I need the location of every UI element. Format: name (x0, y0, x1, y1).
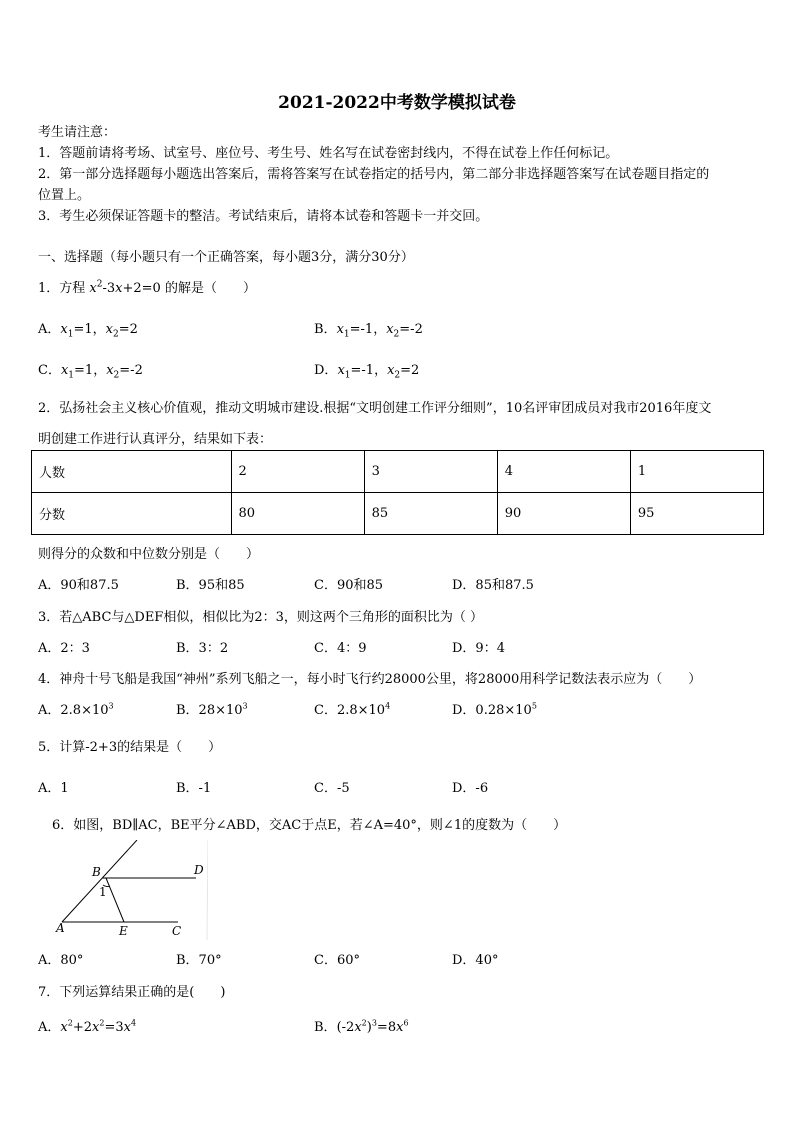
q3-option-a[interactable]: A．2：3 (38, 641, 90, 656)
table-row (32, 451, 764, 493)
section-heading: 一、选择题（每小题只有一个正确答案，每小题3分，满分30分） (38, 250, 414, 265)
q6-option-c[interactable]: C．60° (314, 953, 360, 968)
table-cell: 2 (231, 451, 364, 493)
table-row (32, 493, 764, 535)
q5-option-d[interactable]: D．-6 (452, 781, 489, 796)
table-cell: 人数 (32, 451, 232, 493)
q7-option-a[interactable]: A．$x^2+2x^2=3x^4$ (38, 1018, 137, 1035)
q4-option-c[interactable]: C．$2.8\times 10^4$ (314, 701, 391, 718)
q5-stem: 5．计算-2+3的结果是（ ） (38, 740, 222, 755)
q4-stem: 4．神舟十号飞船是我国“神州”系列飞船之一，每小时飞行约28000公里，将28000用科学记数法表示应为（ ） (38, 672, 702, 687)
q1-stem-suffix: 的解是（ ） (160, 281, 256, 296)
q3-stem: 3．若△ABC与△DEF相似，相似比为2：3，则这两个三角形的面积比为（ ） (38, 610, 484, 625)
q5-option-b[interactable]: B．-1 (176, 781, 212, 796)
q6-stem: 6．如图，BD∥AC，BE平分∠ABD，交AC于点E，若∠A=40°，则∠1的度数为（ ） (52, 818, 567, 833)
q1-option-b[interactable]: B．$x_1=-1$，$x_2=-2$ (314, 322, 423, 340)
table-cell: 80 (231, 493, 364, 535)
score-table (31, 450, 764, 535)
table-cell: 90 (497, 493, 630, 535)
table-cell: 85 (364, 493, 497, 535)
table-cell: 4 (497, 451, 630, 493)
figure-label-a: A (56, 921, 65, 935)
q1-option-c[interactable]: C．$x_1=1$，$x_2=-2$ (38, 363, 143, 381)
notes-heading: 考生请注意： (38, 125, 117, 140)
q3-option-d[interactable]: D．9：4 (452, 641, 505, 656)
figure-label-c: C (172, 924, 182, 938)
q2-option-a[interactable]: A．90和87.5 (38, 578, 119, 593)
table-cell: 1 (630, 451, 763, 493)
q1-stem-prefix: 1．方程 (38, 281, 90, 296)
q3-option-b[interactable]: B．3：2 (176, 641, 229, 656)
figure-label-e: E (119, 924, 128, 938)
q4-option-d[interactable]: D．$0.28\times 10^5$ (452, 701, 537, 718)
q7-stem: 7．下列运算结果正确的是( ) (38, 985, 226, 1000)
exam-title: 2021-2022中考数学模拟试卷 (278, 93, 516, 113)
q1-option-d[interactable]: D．$x_1=-1$，$x_2=2$ (314, 363, 420, 381)
q1-option-a[interactable]: A．$x_1=1$，$x_2=2$ (38, 322, 138, 340)
q6-option-b[interactable]: B．70° (176, 953, 222, 968)
figure-label-angle-1: 1 (99, 885, 107, 899)
note-line-1: 1．答题前请将考场、试室号、座位号、考生号、姓名写在试卷密封线内，不得在试卷上作任何标记。 (38, 146, 619, 161)
q4-option-b[interactable]: B．$28\times 10^3$ (176, 701, 248, 718)
q6-option-d[interactable]: D．40° (452, 953, 499, 968)
note-line-2b: 位置上。 (38, 188, 91, 203)
figure-label-d: D (194, 863, 204, 877)
figure-label-b: B (92, 865, 101, 879)
q5-option-c[interactable]: C．-5 (314, 781, 350, 796)
note-line-3: 3．考生必须保证答题卡的整洁。考试结束后，请将本试卷和答题卡一并交回。 (38, 209, 489, 224)
q6-geometry-figure (50, 840, 208, 940)
q2-option-b[interactable]: B．95和85 (176, 578, 245, 593)
q2-stem-b: 明创建工作进行认真评分，结果如下表： (38, 432, 273, 447)
q4-option-a[interactable]: A．$2.8\times 10^3$ (38, 701, 114, 718)
q7-option-b[interactable]: B．$(-2x^2)^3=8x^6$ (314, 1018, 409, 1035)
q2-option-d[interactable]: D．85和87.5 (452, 578, 534, 593)
q1-stem: 1．方程 $x^2-3x+2=0$ 的解是（ ） (38, 279, 256, 296)
q5-option-a[interactable]: A．1 (38, 781, 69, 796)
note-line-2a: 2．第一部分选择题每小题选出答案后，需将答案写在试卷指定的括号内，第二部分非选择题答案写在试卷题目指定的 (38, 167, 710, 182)
table-cell: 分数 (32, 493, 232, 535)
q2-question: 则得分的众数和中位数分别是（ ） (38, 547, 260, 562)
q2-stem-a: 2．弘扬社会主义核心价值观，推动文明城市建设.根据“文明创建工作评分细则”，10名评审团成员对我市2016年度文 (38, 401, 712, 416)
q6-option-a[interactable]: A．80° (38, 953, 84, 968)
q3-option-c[interactable]: C．4：9 (314, 641, 367, 656)
table-cell: 95 (630, 493, 763, 535)
q2-option-c[interactable]: C．90和85 (314, 578, 384, 593)
table-cell: 3 (364, 451, 497, 493)
